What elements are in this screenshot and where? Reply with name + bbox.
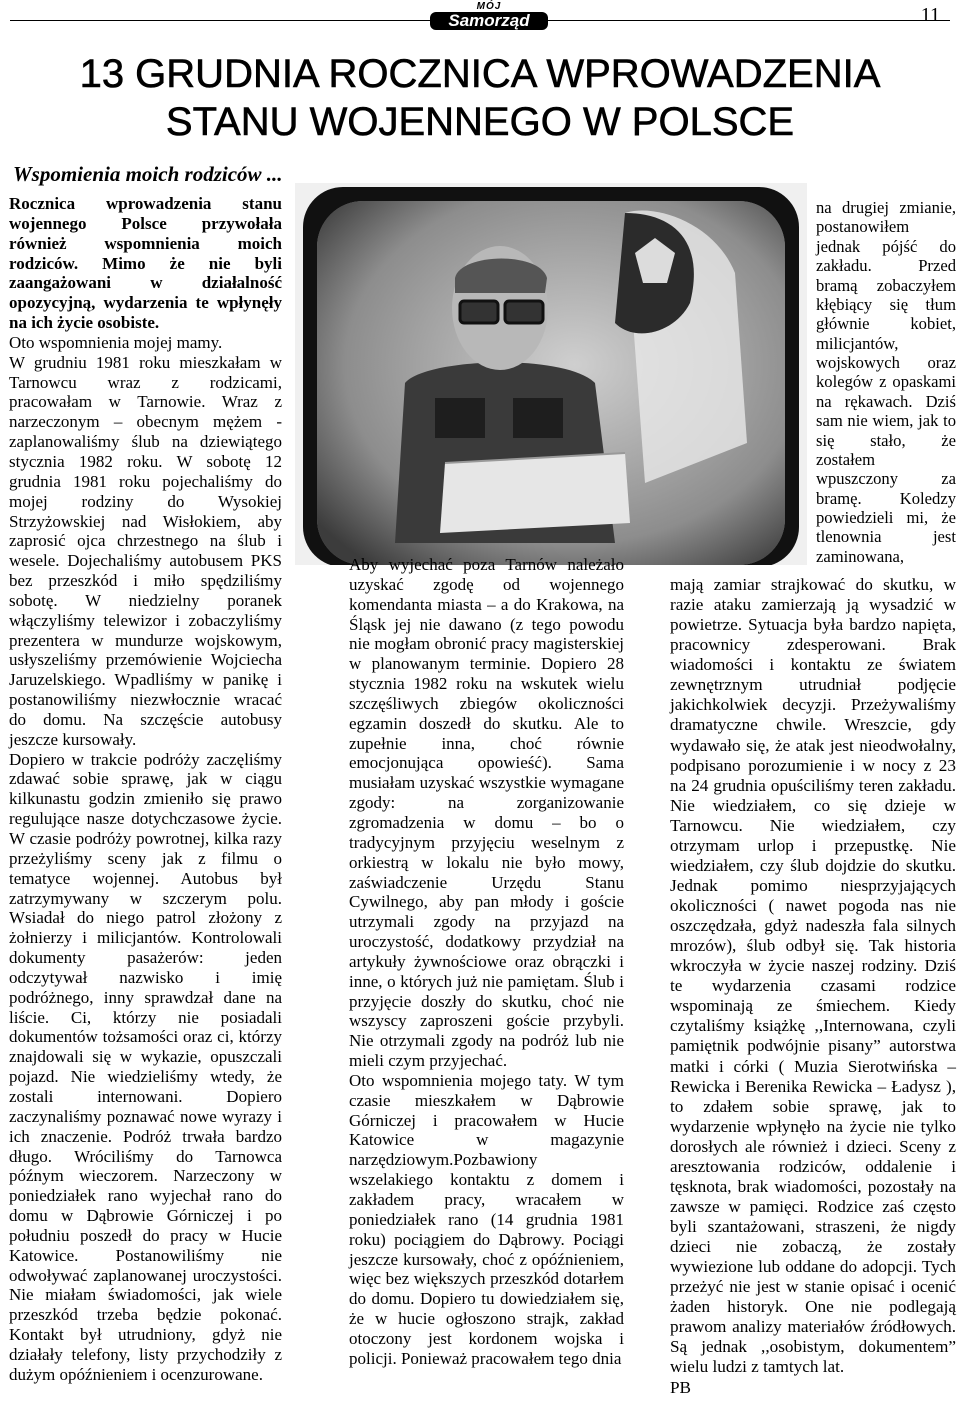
paragraph: Oto wspomnienia mojej mamy. <box>9 332 223 352</box>
title-line-2: STANU WOJENNEGO W POLSCE <box>165 100 795 144</box>
article-subtitle: Wspomienia moich rodziców ... <box>13 162 283 186</box>
article-title <box>20 50 940 146</box>
paragraph: na drugiej zmianie, postanowiłem jednak pójść do zakładu. Przed bramą zobaczyłem kłębiący się tłum głównie kobiet, milicjantów, wojskowych oraz kolegów z opaskami na rękawach. Dziś sam nie wiem, jak to się stało, że zostałem wpuszczony za bramę. Koledzy powiedzieli mi, że tlenownia jest zaminowana, <box>816 198 956 566</box>
text-column-3-top <box>816 198 956 566</box>
paragraph: mają zamiar strajkować do skutku, w razie ataku zamierzają ją wysadzić w powietrze. Sytuacja była bardzo napięta, pracownicy zdesperowani. Brak wiadomości i kontaktu ze światem zewnętrznym utrudniał podjęcie jakichkolwiek decyzji. Przeżywaliśmy dramatyczne chwile. Wreszcie, gdy wydawało się, że atak jest nieodwołalny, podpisano porozumienie i w nocy z 23 na 24 grudnia opuściliśmy teren zakładu. Nie wiedziałem, co się dzieje w Tarnowcu. Nie wiedziałem, czy otrzymam urlop i przepustkę. Nie wiedziałem, czy ślub dojdzie do skutku. Jednak pomimo niesprzyjających okoliczności ( nawet pogoda nas nie oszczędzała, gdyż nadeszła fala silnych mrozów), ślub odbył się. Tak historia wkroczyła w życie naszej rodziny. Dziś te wydarzenia czasami rodzice wspominają ze śmiechem. Kiedy czytaliśmy książkę ,,Internowana, czyli pamiętnik podwójnie pisany” autorstwa matki i córki ( Muzia Sierotwińska – Rewicka i Berenika Rewicka – Ładysz ), to zdałem sobie sprawę, jak to wydarzenie wpłynęło na życie nie tylko dorosłych ale również i dzieci. Sceny z aresztowania rodziców, oddalenie i tęsknota, brak wiadomości, pozostały na zawsze w pamięci. Rodzice zaś często byli szantażowani, straszeni, że nigdy dzieci nie zobaczą, że zostały wywiezione lub oddane do adopcji. Tych przeżyć nie jest w stanie opisać i ocenić żaden historyk. One nie podlegają prawom analizy materiałów źródłowych. Są jednak ,,osobistym, dokumentem” wielu ludzi z tamtych lat. <box>670 575 956 1377</box>
page-number: 11 <box>920 4 940 26</box>
lead-paragraph: Rocznica wprowadzenia stanu wojennego Polsce przywołała również wspomnienia moich rodziców. Mimo że nie byli zaangażowani w działalność opozycyjną, wydarzenia te wpłynęły na ich życie osobiste. <box>9 194 282 333</box>
author-signature: PB <box>670 1377 692 1397</box>
title-line-1: 13 GRUDNIA ROCZNICA WPROWADZENIA <box>79 52 881 96</box>
paragraph: Dopiero w trakcie podróży zaczęliśmy zdawać sobie sprawę, jak w ciągu kilkunastu godzin zmieniło się prawo regulujące nasze dotychczasowe życie. W czasie podróży powrotnej, kilka razy przeżyliśmy sceny jak z filmu o tematyce wojennej. Autobus był zatrzymywany w szczerym polu. Wsiadał do niego patrol złożony z żołnierzy i milicjantów. Kontrolowali dokumenty pasażerów: jeden odczytywał nazwisko i imię podróżnego, inny sprawdzał dane na liście. Ci, którzy nie posiadali dokumentów tożsamości oraz ci, którzy znajdowali się w wykazie, opuszczali pojazd. Nie wiedzieliśmy wtedy, że zostali internowani. Dopiero zaczynaliśmy poznawać nowe wyrazy i ich znaczenie. Podróż trwała bardzo długo. Wróciliśmy do Tarnowca późnym wieczorem. Narzeczony w poniedziałek rano wyjechał rano do domu w Dąbrowie Górniczej i po południu poszedł do pracy w Hucie Katowice. Postanowiliśmy nie odwoływać zaplanowanej uroczystości. Nie miałam świadomości, jak wiele przeszkód trzeba będzie pokonać. Kontakt był utrudniony, gdyż nie działały telefony, listy przychodziły z dużym opóźnieniem i ocenzurowane. <box>9 749 282 1384</box>
paragraph: Aby wyjechać poza Tarnów należało uzyskać zgodę od wojennego komendanta miasta – a do Krakowa, na Śląsk jej nie dawano (z tego powodu nie mogłam obronić pracy magisterskiej w planowanym terminie. Dopiero 28 stycznia 1982 roku na wskutek wielu szczęśliwych zbiegów okoliczności egzamin doszedł do skutku. Ale to zupełnie inna, choć równie emocjonująca opowieść). Sama musiałam uzyskać wszystkie wymagane zgody: na zorganizowanie zgromadzenia w domu – bo o tradycyjnym przyjęciu weselnym z orkiestrą w lokalu nie było mowy, zaświadczenie Urzędu Stanu Cywilnego, aby pan młody i goście utrzymali zgody na przyjazd na uroczystość, dodatkowy przydział na artykuły żywnościowe oraz obrączki i inne, o których już nie pamiętam. Ślub i przyjęcie doszły do skutku, choć nie wszyscy zaproszeni goście przybyli. Nie otrzymali zgody na podróż lub nie mieli czym przyjechać. <box>349 555 624 1071</box>
text-column-1 <box>9 194 282 1385</box>
logo-line1: MÓJ <box>476 1 502 12</box>
tv-photo-illustration <box>295 183 807 565</box>
logo-line2: Samorząd <box>430 12 548 30</box>
magazine-logo <box>430 2 548 32</box>
paragraph: W grudniu 1981 roku mieszkałam w Tarnowcu wraz z rodzicami, pracowałam w Tarnowie. Wraz z narzeczonym – obecnym mężem - zaplanowaliśmy ślub na dziewiątego stycznia 1982 roku. W sobotę 12 grudnia 1981 roku pojechaliśmy do mojej rodziny do Wysokiej Strzyżowskiej nad Wisłokiem, aby zaprosić ojca chrzestnego na ślub i wesele. Dojechaliśmy autobusem PKS bez przeszkód i miło spędziliśmy sobotę. W niedzielny poranek włączyliśmy telewizor i zobaczyliśmy prezentera w mundurze wojskowym, usłyszeliśmy przemówienie Wojciecha Jaruzelskiego. Wpadliśmy w panikę i postanowiliśmy niezwłocznie wracać do domu. Na szczęście autobusy jeszcze kursowały. <box>9 352 282 749</box>
text-column-3-bottom <box>670 575 956 1398</box>
page-header <box>0 0 960 34</box>
text-column-2 <box>349 555 624 1369</box>
paragraph: Oto wspomnienia mojego taty. W tym czasie mieszkałem w Dąbrowie Górniczej i pracowałem w Hucie Katowice w magazynie narzędziowym.Pozbawiony wszelakiego kontaktu z domem i zakładem pracy, wracałem w poniedziałek rano (14 grudnia 1981 roku) pociągiem do Dąbrowy. Pociągi jeszcze kursowały, choć z opóźnieniem, więc bez większych przeszkód dotarłem do domu. Dopiero tu dowiedziałem się, że w hucie ogłoszono strajk, zakład otoczony jest kordonem wojska i policji. Ponieważ pracowałem tego dnia <box>349 1070 624 1368</box>
tv-broadcast-photo <box>295 183 807 565</box>
